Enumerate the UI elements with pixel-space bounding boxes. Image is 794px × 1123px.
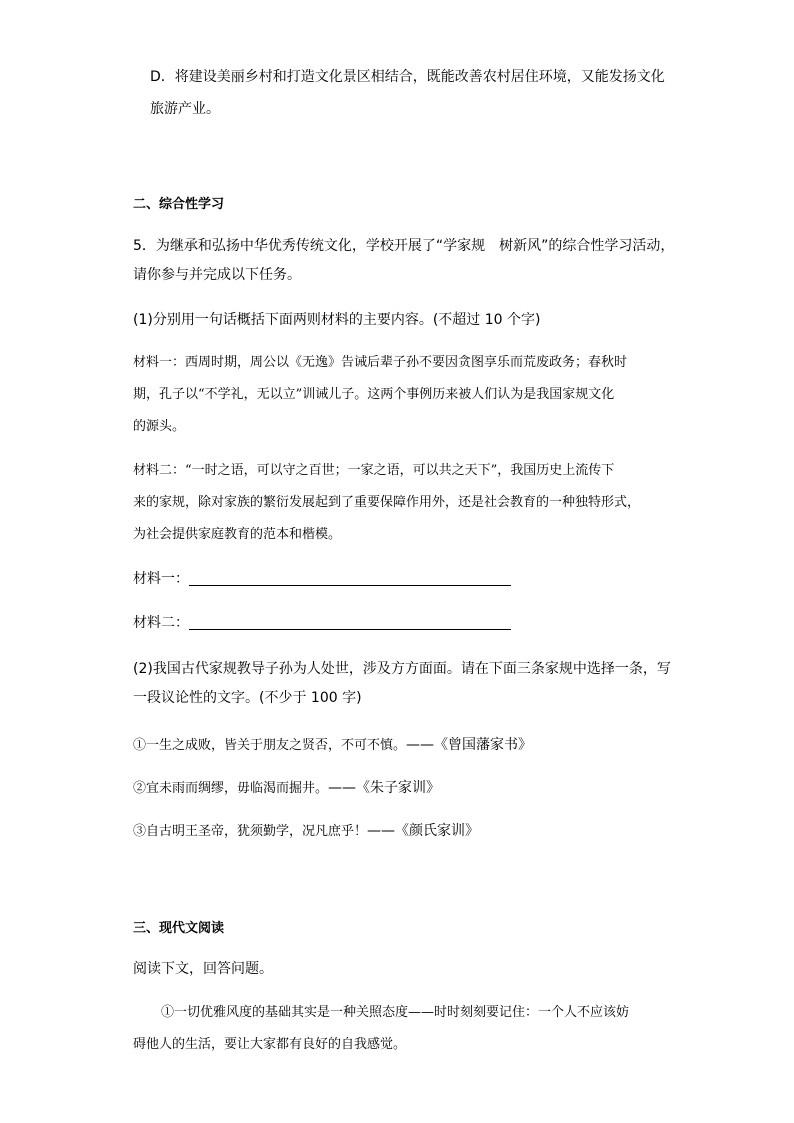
passage-para-1-line1: ①一切优雅风度的基础其实是一种关照态度——时时刻刻要记住：一个人不应该妨: [161, 1005, 630, 1020]
answer-2-blank[interactable]: [189, 615, 511, 630]
family-rule-2-text: ②宜未雨而绸缪，毋临渴而掘井。: [133, 781, 329, 796]
family-rule-2-source: ——《朱子家训》: [328, 780, 441, 796]
answer-2-row: [133, 614, 511, 632]
question-5-line1: 5．为继承和弘扬中华优秀传统文化，学校开展了“学家规 树新风”的综合性学习活动，: [133, 238, 675, 254]
family-rule-1-text: ①一生之成败，皆关于朋友之贤否，不可不慎。: [133, 738, 407, 753]
answer-1-label: 材料一：: [133, 571, 189, 587]
material-1-line2: 期，孔子以“不学礼，无以立”训诫儿子。这两个事例历来被人们认为是我国家规文化: [133, 387, 615, 402]
family-rule-3-source: ——《颜氏家训》: [367, 823, 480, 839]
question-5-line2: 请你参与并完成以下任务。: [133, 267, 301, 283]
material-1-line1: 材料一：西周时期，周公以《无逸》告诫后辈子孙不要因贪图享乐而荒废政务；春秋时: [133, 355, 628, 370]
family-rule-1: [133, 736, 532, 755]
material-2-line1: 材料二：“一时之语，可以守之百世；一家之语，可以共之天下”，我国历史上流传下: [133, 463, 615, 478]
passage-para-1-line2: 碍他人的生活，要让大家都有良好的自我感觉。: [133, 1037, 407, 1052]
material-1-line3: 的源头。: [133, 419, 186, 434]
answer-2-label: 材料二：: [133, 615, 189, 631]
family-rule-3: [133, 822, 479, 841]
reading-instruction: 阅读下文，回答问题。: [133, 961, 273, 977]
section-3-heading: 三、现代文阅读: [133, 921, 225, 936]
answer-1-row: [133, 570, 511, 588]
family-rule-2: [133, 779, 440, 798]
subquestion-2-line2: 一段议论性的文字。(不少于 100 字): [133, 690, 362, 706]
material-2-line3: 为社会提供家庭教育的范本和楷模。: [133, 527, 342, 542]
family-rule-3-text: ③自古明王圣帝，犹须勤学，况凡庶乎！: [133, 824, 368, 839]
family-rule-1-source: ——《曾国藩家书》: [406, 737, 533, 753]
option-d-line2: 旅游产业。: [150, 101, 220, 117]
subquestion-2-line1: (2)我国古代家规教导子孙为人处世，涉及方方面面。请在下面三条家规中选择一条，写: [133, 661, 671, 677]
material-2-line2: 来的家规，除对家族的繁衍发展起到了重要保障作用外，还是社会教育的一种独特形式，: [133, 495, 641, 510]
option-d-line1: D．将建设美丽乡村和打造文化景区相结合，既能改善农村居住环境，又能发扬文化: [150, 69, 665, 85]
section-2-heading: 二、综合性学习: [133, 197, 225, 212]
answer-1-blank[interactable]: [189, 571, 511, 586]
subquestion-1-prompt: (1)分别用一句话概括下面两则材料的主要内容。(不超过 10 个字): [133, 312, 541, 328]
